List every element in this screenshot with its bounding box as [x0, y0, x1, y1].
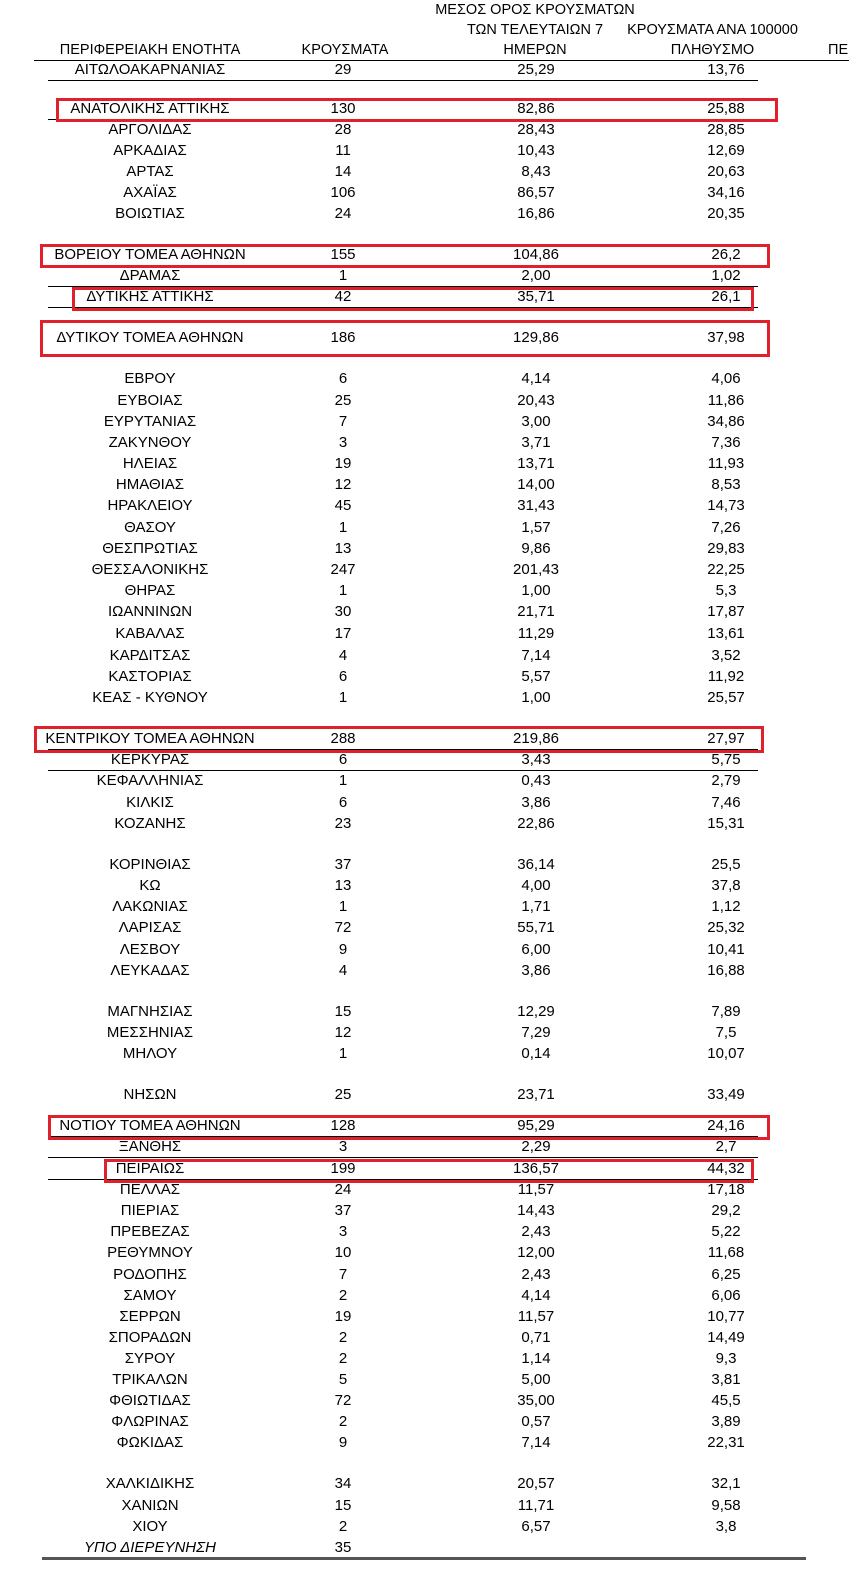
- row-avg-cell: 8,43: [521, 163, 551, 180]
- row-avg-cell: 22,86: [517, 815, 555, 832]
- row-per100k-cell: 7,26: [711, 519, 741, 536]
- row-name-cell: ΑΡΓΟΛΙΔΑΣ: [108, 121, 192, 138]
- row-name-cell: ΚΙΛΚΙΣ: [126, 794, 174, 811]
- row-per100k-cell: 3,52: [711, 647, 741, 664]
- row-cases-cell: 2: [338, 1518, 348, 1535]
- row-name-cell: ΘΗΡΑΣ: [124, 582, 176, 599]
- row-name-cell: ΥΠΟ ΔΙΕΡΕΥΝΗΣΗ: [84, 1539, 216, 1556]
- row-cases-cell: 42: [334, 288, 352, 305]
- row-name-cell: ΧΑΝΙΩΝ: [121, 1497, 179, 1514]
- highlight-box: [72, 287, 754, 311]
- row-name-cell: ΗΛΕΙΑΣ: [122, 455, 178, 472]
- row-per100k-cell: 2,7: [715, 1138, 737, 1155]
- row-cases-cell: 12: [334, 476, 352, 493]
- row-avg-cell: 7,29: [521, 1024, 551, 1041]
- row-per100k-cell: 11,68: [707, 1244, 745, 1261]
- row-per100k-cell: 9,58: [711, 1497, 741, 1514]
- row-cases-cell: 28: [334, 121, 352, 138]
- row-name-cell: ΙΩΑΝΝΙΝΩΝ: [107, 603, 193, 620]
- row-cases-cell: 23: [334, 815, 352, 832]
- highlight-box: [48, 1115, 770, 1140]
- row-name-cell: ΔΥΤΙΚΟΥ ΤΟΜΕΑ ΑΘΗΝΩΝ: [56, 329, 244, 346]
- row-avg-cell: 1,00: [521, 582, 551, 599]
- highlight-box: [40, 320, 770, 357]
- row-per100k-cell: 10,77: [707, 1308, 745, 1325]
- row-cases-cell: 12: [334, 1024, 352, 1041]
- row-avg-cell: 219,86: [513, 730, 559, 747]
- row-cases-cell: 2: [338, 1413, 348, 1430]
- row-cases-cell: 37: [334, 1202, 352, 1219]
- row-cases-cell: 45: [334, 497, 352, 514]
- row-per100k-cell: 10,07: [707, 1045, 745, 1062]
- row-underline: [48, 770, 758, 771]
- row-name-cell: ΣΑΜΟΥ: [123, 1287, 177, 1304]
- row-per100k-cell: 28,85: [707, 121, 745, 138]
- row-cases-cell: 5: [338, 1371, 348, 1388]
- row-per100k-cell: 2,79: [711, 772, 741, 789]
- row-avg-cell: 12,00: [517, 1244, 555, 1261]
- row-per100k-cell: 6,06: [711, 1287, 741, 1304]
- row-per100k-cell: 29,2: [711, 1202, 741, 1219]
- row-name-cell: ΣΥΡΟΥ: [124, 1350, 176, 1367]
- row-name-cell: ΧΙΟΥ: [132, 1518, 168, 1535]
- row-avg-cell: 95,29: [517, 1117, 555, 1134]
- row-name-cell: ΔΥΤΙΚΗΣ ΑΤΤΙΚΗΣ: [86, 288, 214, 305]
- row-per100k-cell: 37,98: [707, 329, 745, 346]
- row-avg-cell: 36,14: [517, 856, 555, 873]
- row-per100k-cell: 20,63: [707, 163, 745, 180]
- row-name-cell: ΘΕΣΠΡΩΤΙΑΣ: [102, 540, 198, 557]
- row-name-cell: ΧΑΛΚΙΔΙΚΗΣ: [105, 1475, 195, 1492]
- row-underline: [48, 1157, 758, 1158]
- row-avg-cell: 2,29: [521, 1138, 551, 1155]
- bottom-rule: [42, 1557, 806, 1560]
- row-cases-cell: 1: [338, 267, 348, 284]
- row-avg-cell: 25,29: [517, 61, 555, 78]
- row-per100k-cell: 26,1: [711, 288, 741, 305]
- row-cases-cell: 1: [338, 898, 348, 915]
- row-avg-cell: 3,71: [521, 434, 551, 451]
- row-per100k-cell: 7,5: [715, 1024, 737, 1041]
- row-name-cell: ΒΟΡΕΙΟΥ ΤΟΜΕΑ ΑΘΗΝΩΝ: [54, 246, 246, 263]
- row-avg-cell: 14,43: [517, 1202, 555, 1219]
- row-name-cell: ΘΑΣΟΥ: [124, 519, 176, 536]
- row-name-cell: ΗΡΑΚΛΕΙΟΥ: [107, 497, 193, 514]
- row-per100k-cell: 25,5: [711, 856, 741, 873]
- row-name-cell: ΚΟΖΑΝΗΣ: [114, 815, 186, 832]
- row-avg-cell: 35,00: [517, 1392, 555, 1409]
- row-avg-cell: 0,43: [521, 772, 551, 789]
- row-cases-cell: 24: [334, 1181, 352, 1198]
- row-cases-cell: 9: [338, 1434, 348, 1451]
- row-per100k-cell: 34,86: [707, 413, 745, 430]
- row-per100k-cell: 13,61: [707, 625, 745, 642]
- row-cases-cell: 10: [334, 1244, 352, 1261]
- row-cases-cell: 3: [338, 1138, 348, 1155]
- row-cases-cell: 6: [338, 794, 348, 811]
- row-avg-cell: 16,86: [517, 205, 555, 222]
- row-per100k-cell: 37,8: [711, 877, 741, 894]
- row-name-cell: ΝΟΤΙΟΥ ΤΟΜΕΑ ΑΘΗΝΩΝ: [59, 1117, 241, 1134]
- row-avg-cell: 14,00: [517, 476, 555, 493]
- row-name-cell: ΛΑΚΩΝΙΑΣ: [112, 898, 188, 915]
- row-name-cell: ΞΑΝΘΗΣ: [118, 1138, 182, 1155]
- row-avg-cell: 28,43: [517, 121, 555, 138]
- row-name-cell: ΑΡΤΑΣ: [126, 163, 174, 180]
- row-cases-cell: 155: [330, 246, 356, 263]
- row-name-cell: ΜΗΛΟΥ: [122, 1045, 178, 1062]
- row-per100k-cell: 3,81: [711, 1371, 741, 1388]
- row-avg-cell: 5,00: [521, 1371, 551, 1388]
- row-avg-cell: 9,86: [521, 540, 551, 557]
- row-name-cell: ΦΩΚΙΔΑΣ: [116, 1434, 184, 1451]
- row-name-cell: ΦΛΩΡΙΝΑΣ: [111, 1413, 189, 1430]
- row-avg-cell: 23,71: [517, 1086, 555, 1103]
- row-avg-cell: 3,43: [521, 751, 551, 768]
- row-per100k-cell: 32,1: [711, 1475, 741, 1492]
- row-avg-cell: 104,86: [513, 246, 559, 263]
- row-cases-cell: 13: [334, 540, 352, 557]
- row-avg-cell: 20,43: [517, 392, 555, 409]
- row-name-cell: ΑΝΑΤΟΛΙΚΗΣ ΑΤΤΙΚΗΣ: [70, 100, 230, 117]
- row-cases-cell: 15: [334, 1497, 352, 1514]
- row-per100k-cell: 11,86: [707, 392, 745, 409]
- row-cases-cell: 2: [338, 1287, 348, 1304]
- row-per100k-cell: 45,5: [711, 1392, 741, 1409]
- row-per100k-cell: 11,93: [707, 455, 745, 472]
- row-cases-cell: 4: [338, 647, 348, 664]
- row-avg-cell: 12,29: [517, 1003, 555, 1020]
- row-name-cell: ΠΕΙΡΑΙΩΣ: [115, 1160, 185, 1177]
- row-name-cell: ΠΙΕΡΙΑΣ: [120, 1202, 180, 1219]
- row-name-cell: ΜΕΣΣΗΝΙΑΣ: [106, 1024, 194, 1041]
- row-cases-cell: 6: [338, 668, 348, 685]
- row-cases-cell: 35: [334, 1539, 352, 1556]
- row-per100k-cell: 15,31: [707, 815, 745, 832]
- header-per100k-line2: ΠΛΗΘΥΣΜΟ: [670, 42, 755, 58]
- row-name-cell: ΛΕΥΚΑΔΑΣ: [110, 962, 190, 979]
- row-name-cell: ΤΡΙΚΑΛΩΝ: [112, 1371, 188, 1388]
- row-cases-cell: 6: [338, 370, 348, 387]
- row-avg-cell: 82,86: [517, 100, 555, 117]
- row-per100k-cell: 6,25: [711, 1266, 741, 1283]
- row-per100k-cell: 4,06: [711, 370, 741, 387]
- header-avg-line3: ΗΜΕΡΩΝ: [503, 42, 567, 58]
- row-per100k-cell: 24,16: [707, 1117, 745, 1134]
- row-name-cell: ΑΙΤΩΛΟΑΚΑΡΝΑΝΙΑΣ: [74, 61, 226, 78]
- row-cases-cell: 199: [330, 1160, 356, 1177]
- row-per100k-cell: 14,73: [707, 497, 745, 514]
- row-per100k-cell: 27,97: [707, 730, 745, 747]
- row-per100k-cell: 33,49: [707, 1086, 745, 1103]
- row-cases-cell: 24: [334, 205, 352, 222]
- row-cases-cell: 4: [338, 962, 348, 979]
- highlight-box: [56, 98, 778, 122]
- row-per100k-cell: 5,22: [711, 1223, 741, 1240]
- row-avg-cell: 1,14: [521, 1350, 551, 1367]
- row-avg-cell: 7,14: [521, 647, 551, 664]
- row-per100k-cell: 13,76: [707, 61, 745, 78]
- row-per100k-cell: 3,8: [715, 1518, 737, 1535]
- row-per100k-cell: 11,92: [707, 668, 745, 685]
- row-avg-cell: 6,00: [521, 941, 551, 958]
- row-cases-cell: 1: [338, 519, 348, 536]
- row-avg-cell: 11,29: [517, 625, 555, 642]
- row-name-cell: ΚΩ: [139, 877, 161, 894]
- row-cases-cell: 2: [338, 1350, 348, 1367]
- row-cases-cell: 3: [338, 434, 348, 451]
- row-cases-cell: 19: [334, 455, 352, 472]
- row-name-cell: ΚΑΡΔΙΤΣΑΣ: [109, 647, 191, 664]
- row-cases-cell: 72: [334, 1392, 352, 1409]
- header-per100k-line1: ΚΡΟΥΣΜΑΤΑ ΑΝΑ 100000: [627, 22, 798, 38]
- row-cases-cell: 7: [338, 1266, 348, 1283]
- row-avg-cell: 21,71: [517, 603, 555, 620]
- row-name-cell: ΚΕΦΑΛΛΗΝΙΑΣ: [96, 772, 204, 789]
- row-avg-cell: 13,71: [517, 455, 555, 472]
- row-per100k-cell: 5,75: [711, 751, 741, 768]
- row-avg-cell: 3,86: [521, 962, 551, 979]
- row-avg-cell: 7,14: [521, 1434, 551, 1451]
- row-cases-cell: 30: [334, 603, 352, 620]
- row-avg-cell: 1,00: [521, 689, 551, 706]
- row-name-cell: ΑΧΑΪΑΣ: [123, 184, 177, 201]
- row-name-cell: ΕΥΒΟΙΑΣ: [117, 392, 183, 409]
- header-avg-cases: [420, 0, 650, 60]
- row-per100k-cell: 16,88: [707, 962, 745, 979]
- row-underline: [48, 80, 758, 81]
- row-avg-cell: 3,86: [521, 794, 551, 811]
- row-cases-cell: 288: [330, 730, 356, 747]
- row-name-cell: ΚΕΝΤΡΙΚΟΥ ΤΟΜΕΑ ΑΘΗΝΩΝ: [45, 730, 255, 747]
- row-cases-cell: 1: [338, 582, 348, 599]
- row-cases-cell: 72: [334, 919, 352, 936]
- row-name-cell: ΖΑΚΥΝΘΟΥ: [108, 434, 192, 451]
- row-name-cell: ΚΕΡΚΥΡΑΣ: [110, 751, 190, 768]
- header-per100k: [620, 20, 805, 60]
- row-per100k-cell: 17,87: [707, 603, 745, 620]
- row-avg-cell: 4,14: [521, 1287, 551, 1304]
- row-per100k-cell: 10,41: [707, 941, 745, 958]
- row-per100k-cell: 22,31: [707, 1434, 745, 1451]
- row-cases-cell: 15: [334, 1003, 352, 1020]
- highlight-box: [34, 726, 764, 753]
- row-avg-cell: 136,57: [513, 1160, 559, 1177]
- row-cases-cell: 1: [338, 772, 348, 789]
- header-avg-line1: ΜΕΣΟΣ ΟΡΟΣ ΚΡΟΥΣΜΑΤΩΝ: [435, 2, 635, 18]
- row-avg-cell: 20,57: [517, 1475, 555, 1492]
- row-per100k-cell: 14,49: [707, 1329, 745, 1346]
- header-region: ΠΕΡΙΦΕΡΕΙΑΚΗ ΕΝΟΤΗΤΑ: [59, 42, 241, 58]
- row-cases-cell: 17: [334, 625, 352, 642]
- row-per100k-cell: 22,25: [707, 561, 745, 578]
- row-cases-cell: 25: [334, 392, 352, 409]
- row-avg-cell: 55,71: [517, 919, 555, 936]
- row-name-cell: ΘΕΣΣΑΛΟΝΙΚΗΣ: [91, 561, 209, 578]
- row-per100k-cell: 26,2: [711, 246, 741, 263]
- row-name-cell: ΠΕΛΛΑΣ: [119, 1181, 181, 1198]
- row-avg-cell: 201,43: [513, 561, 559, 578]
- row-name-cell: ΛΑΡΙΣΑΣ: [118, 919, 182, 936]
- row-cases-cell: 19: [334, 1308, 352, 1325]
- row-avg-cell: 86,57: [517, 184, 555, 201]
- row-per100k-cell: 29,83: [707, 540, 745, 557]
- row-avg-cell: 4,14: [521, 370, 551, 387]
- row-cases-cell: 247: [330, 561, 356, 578]
- row-cases-cell: 37: [334, 856, 352, 873]
- row-avg-cell: 6,57: [521, 1518, 551, 1535]
- row-name-cell: ΝΗΣΩΝ: [123, 1086, 177, 1103]
- header-cases: ΚΡΟΥΣΜΑΤΑ: [301, 42, 389, 58]
- row-name-cell: ΣΠΟΡΑΔΩΝ: [108, 1329, 192, 1346]
- row-avg-cell: 10,43: [517, 142, 555, 159]
- row-name-cell: ΕΒΡΟΥ: [124, 370, 176, 387]
- row-avg-cell: 5,57: [521, 668, 551, 685]
- row-cases-cell: 186: [330, 329, 356, 346]
- row-cases-cell: 1: [338, 1045, 348, 1062]
- row-per100k-cell: 20,35: [707, 205, 745, 222]
- row-avg-cell: 11,57: [517, 1181, 555, 1198]
- row-avg-cell: 0,57: [521, 1413, 551, 1430]
- row-avg-cell: 129,86: [513, 329, 559, 346]
- row-per100k-cell: 7,89: [711, 1003, 741, 1020]
- row-per100k-cell: 12,69: [707, 142, 745, 159]
- row-cases-cell: 7: [338, 413, 348, 430]
- row-per100k-cell: 17,18: [707, 1181, 745, 1198]
- row-name-cell: ΣΕΡΡΩΝ: [119, 1308, 181, 1325]
- row-cases-cell: 1: [338, 689, 348, 706]
- row-per100k-cell: 9,3: [715, 1350, 737, 1367]
- row-name-cell: ΡΟΔΟΠΗΣ: [113, 1266, 187, 1283]
- row-avg-cell: 3,00: [521, 413, 551, 430]
- header-cut-off: ΠΕ: [828, 42, 849, 58]
- row-cases-cell: 25: [334, 1086, 352, 1103]
- header-avg-line2: ΤΩΝ ΤΕΛΕΥΤΑΙΩΝ 7: [466, 22, 604, 38]
- row-per100k-cell: 34,16: [707, 184, 745, 201]
- row-avg-cell: 0,71: [521, 1329, 551, 1346]
- row-name-cell: ΦΘΙΩΤΙΔΑΣ: [109, 1392, 191, 1409]
- row-per100k-cell: 7,36: [711, 434, 741, 451]
- row-name-cell: ΛΕΣΒΟΥ: [119, 941, 181, 958]
- row-cases-cell: 9: [338, 941, 348, 958]
- row-cases-cell: 106: [330, 184, 356, 201]
- row-name-cell: ΑΡΚΑΔΙΑΣ: [113, 142, 187, 159]
- row-per100k-cell: 8,53: [711, 476, 741, 493]
- row-name-cell: ΚΑΣΤΟΡΙΑΣ: [108, 668, 192, 685]
- row-per100k-cell: 1,02: [711, 267, 741, 284]
- row-cases-cell: 6: [338, 751, 348, 768]
- row-name-cell: ΗΜΑΘΙΑΣ: [115, 476, 185, 493]
- row-avg-cell: 1,57: [521, 519, 551, 536]
- highlight-box: [40, 244, 770, 268]
- row-cases-cell: 34: [334, 1475, 352, 1492]
- row-name-cell: ΒΟΙΩΤΙΑΣ: [115, 205, 185, 222]
- row-cases-cell: 14: [334, 163, 352, 180]
- row-per100k-cell: 3,89: [711, 1413, 741, 1430]
- row-cases-cell: 13: [334, 877, 352, 894]
- row-name-cell: ΚΟΡΙΝΘΙΑΣ: [109, 856, 191, 873]
- row-name-cell: ΔΡΑΜΑΣ: [119, 267, 181, 284]
- row-cases-cell: 130: [330, 100, 356, 117]
- row-avg-cell: 2,43: [521, 1223, 551, 1240]
- row-avg-cell: 2,43: [521, 1266, 551, 1283]
- row-avg-cell: 0,14: [521, 1045, 551, 1062]
- row-name-cell: ΠΡΕΒΕΖΑΣ: [110, 1223, 190, 1240]
- row-cases-cell: 2: [338, 1329, 348, 1346]
- row-avg-cell: 35,71: [517, 288, 555, 305]
- row-cases-cell: 3: [338, 1223, 348, 1240]
- row-name-cell: ΚΑΒΑΛΑΣ: [115, 625, 185, 642]
- row-cases-cell: 128: [330, 1117, 356, 1134]
- row-cases-cell: 29: [334, 61, 352, 78]
- row-per100k-cell: 7,46: [711, 794, 741, 811]
- row-name-cell: ΕΥΡΥΤΑΝΙΑΣ: [103, 413, 197, 430]
- row-avg-cell: 4,00: [521, 877, 551, 894]
- row-avg-cell: 1,71: [521, 898, 551, 915]
- highlight-box: [104, 1159, 754, 1183]
- row-per100k-cell: 25,57: [707, 689, 745, 706]
- row-per100k-cell: 1,12: [711, 898, 741, 915]
- row-per100k-cell: 5,3: [715, 582, 737, 599]
- row-per100k-cell: 25,32: [707, 919, 745, 936]
- row-avg-cell: 11,57: [517, 1308, 555, 1325]
- row-name-cell: ΚΕΑΣ - ΚΥΘΝΟΥ: [92, 689, 208, 706]
- row-avg-cell: 11,71: [517, 1497, 555, 1514]
- row-per100k-cell: 44,32: [707, 1160, 745, 1177]
- row-avg-cell: 2,00: [521, 267, 551, 284]
- row-per100k-cell: 25,88: [707, 100, 745, 117]
- row-avg-cell: 31,43: [517, 497, 555, 514]
- row-cases-cell: 11: [335, 142, 351, 159]
- row-name-cell: ΡΕΘΥΜΝΟΥ: [107, 1244, 193, 1261]
- row-name-cell: ΜΑΓΝΗΣΙΑΣ: [107, 1003, 193, 1020]
